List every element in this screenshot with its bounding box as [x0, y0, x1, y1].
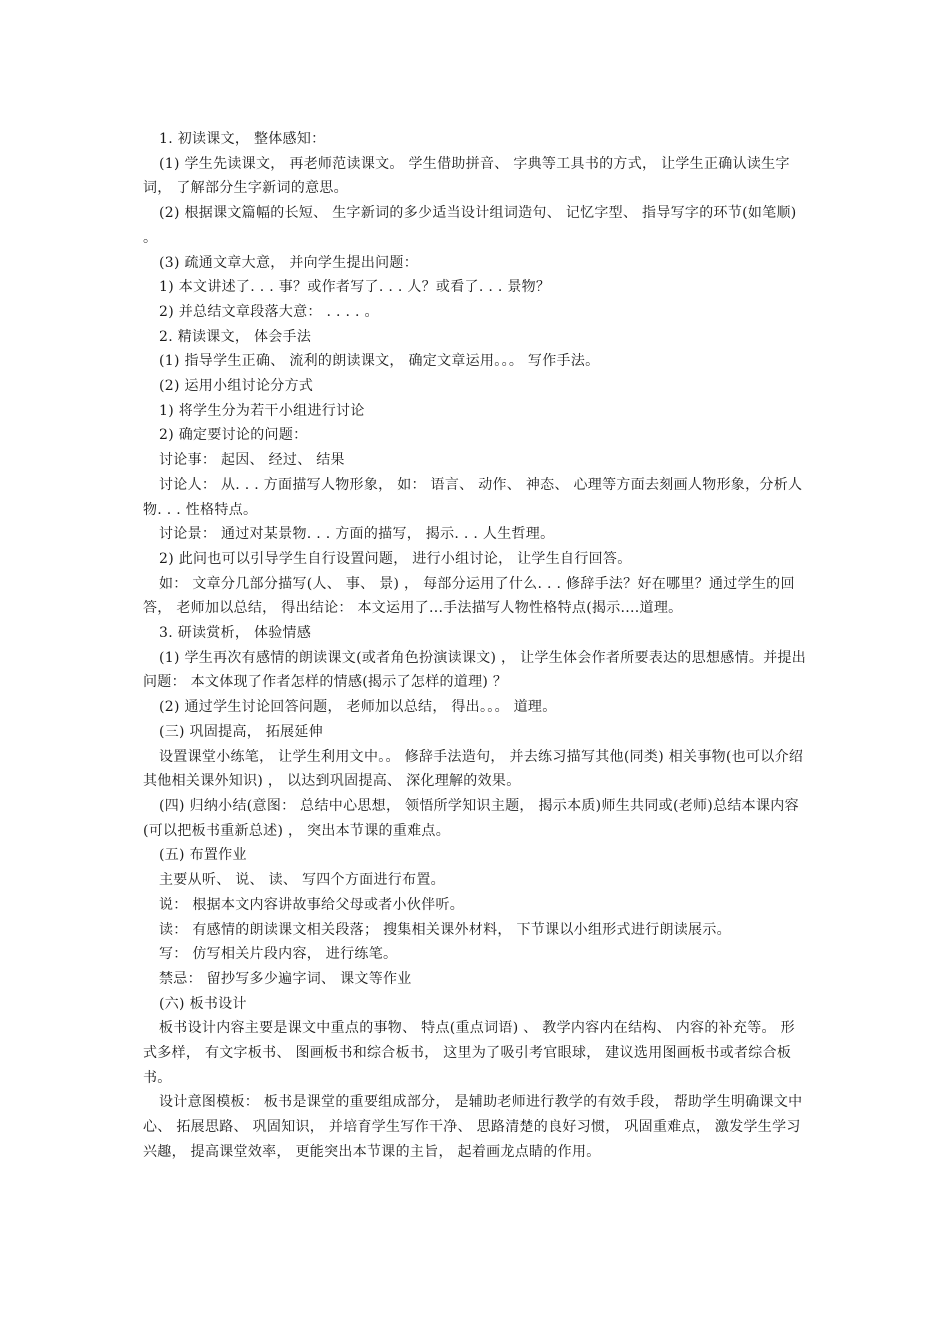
paragraph-26: 读： 有感情的朗读课文相关段落； 搜集相关课外材料， 下节课以小组形式进行朗读展示。 — [159, 921, 731, 938]
paragraph-24: 主要从听、 说、 读、 写四个方面进行布置。 — [159, 872, 445, 889]
paragraph-9: (2) 运用小组讨论分方式 — [159, 378, 314, 395]
paragraph-15: 2) 此问也可以引导学生自行设置问题， 进行小组讨论， 让学生自行回答。 — [159, 550, 632, 567]
paragraph-6: 2) 并总结文章段落大意： . . . . 。 — [159, 303, 379, 320]
paragraph-3: (2) 根据课文篇幅的长短、 生字新词的多少适当设计组词造句、 记忆字型、 指导写字的环节(如笔顺) 。 — [143, 205, 797, 246]
paragraph-21: 设置课堂小练笔， 让学生利用文中。。 修辞手法造句， 并去练习描写其他(同类) 相关事物(也可以介绍其他相关课外知识) ， 以达到巩固提高、 深化理解的效果。 — [143, 748, 804, 790]
paragraph-7: 2. 精读课文， 体会手法 — [159, 328, 312, 345]
paragraph-17: 3. 研读赏析， 体验情感 — [159, 625, 312, 642]
paragraph-2: (1) 学生先读课文， 再老师范读课文。 学生借助拼音、 字典等工具书的方式， 让学生正确认读生字词， 了解部分生字新词的意思。 — [143, 155, 790, 197]
paragraph-8: (1) 指导学生正确、 流利的朗读课文， 确定文章运用。。。 写作手法。 — [159, 353, 600, 370]
paragraph-11: 2) 确定要讨论的问题： — [159, 427, 308, 444]
paragraph-13: 讨论人： 从. . . 方面描写人物形象， 如： 语言、 动作、 神态、 心理等方面去刻画人物形象，分析人物. . . 性格特点。 — [143, 476, 803, 518]
paragraph-31: 设计意图模板： 板书是课堂的重要组成部分， 是辅助老师进行教学的有效手段， 帮助学生明确课文中心、 拓展思路、 巩固知识， 并培育学生写作干净、 思路清楚的良好习惯， 巩固重难点， 激发学生学习兴趣， 提高课堂效率， 更能突出本节课的主旨， 起着画龙点睛的作用。 — [143, 1094, 803, 1160]
paragraph-10: 1) 将学生分为若干小组进行讨论 — [159, 402, 365, 419]
paragraph-1: 1. 初读课文， 整体感知： — [159, 131, 326, 147]
paragraph-29: (六) 板书设计 — [159, 995, 247, 1012]
paragraph-30: 板书设计内容主要是课文中重点的事物、 特点(重点词语) 、 教学内容内在结构、 内容的补充等。 形式多样， 有文字板书、 图画板书和综合板书， 这里为了吸引考官眼球， 建议选用图画板书或者综合板书。 — [143, 1020, 795, 1086]
paragraph-22: (四) 归纳小结(意图： 总结中心思想， 领悟所学知识主题， 揭示本质)师生共同或(老师)总结本课内容(可以把板书重新总述) ， 突出本节课的重难点。 — [143, 797, 799, 839]
paragraph-23: (五) 布置作业 — [159, 847, 247, 864]
paragraph-4: (3) 疏通文章大意， 并向学生提出问题： — [159, 254, 419, 271]
paragraph-12: 讨论事： 起因、 经过、 结果 — [159, 452, 345, 469]
paragraph-27: 写： 仿写相关片段内容， 进行练笔。 — [159, 946, 398, 963]
document-page — [143, 127, 808, 1165]
paragraph-16: 如： 文章分几部分描写(人、 事、 景) ， 每部分运用了什么. . . 修辞手法？好在哪里？通过学生的回答， 老师加以总结， 得出结论： 本文运用了...手法描写人物性格特点(揭示....道理。 — [143, 575, 795, 617]
paragraph-14: 讨论景： 通过对某景物. . . 方面的描写， 揭示. . . 人生哲理。 — [159, 526, 555, 543]
paragraph-19: (2) 通过学生讨论回答问题， 老师加以总结， 得出。。。 道理。 — [159, 699, 557, 716]
paragraph-18: (1) 学生再次有感情的朗读课文(或者角色扮演读课文) ， 让学生体会作者所要表达的思想感情。并提出问题： 本文体现了作者怎样的情感(揭示了怎样的道理) ？ — [143, 649, 807, 691]
paragraph-20: (三) 巩固提高， 拓展延伸 — [159, 723, 324, 740]
paragraph-25: 说： 根据本文内容讲故事给父母或者小伙伴听。 — [159, 896, 465, 913]
paragraph-5: 1) 本文讲述了. . . 事？或作者写了. . . 人？或看了. . . 景物？ — [159, 279, 551, 296]
paragraph-28: 禁忌： 留抄写多少遍字词、 课文等作业 — [159, 970, 412, 987]
